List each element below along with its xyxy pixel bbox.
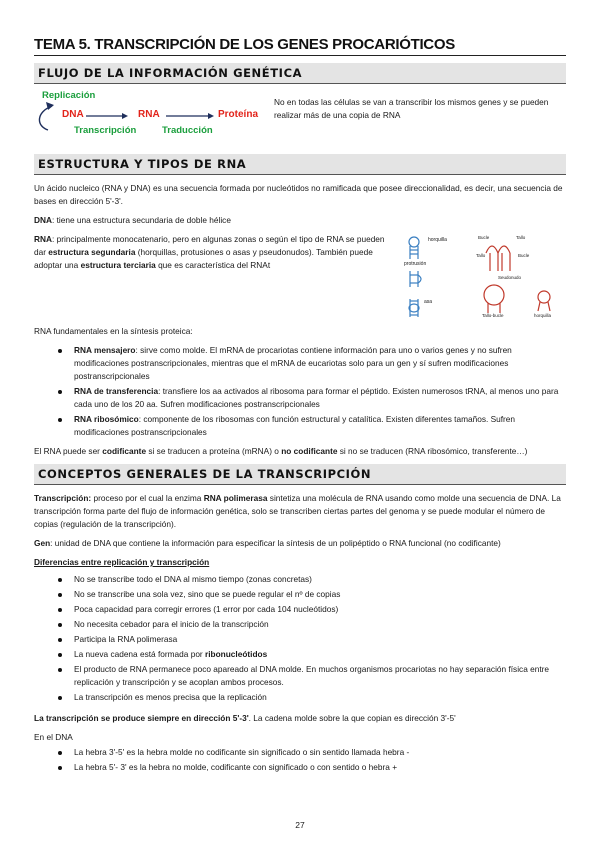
label-traduccion: Traducción [162,125,213,136]
dna-definition [34,214,566,227]
item-text: : sirve como molde. El mRNA de procariotas contiene información para uno o varios genes y no sufren modificaciones postranscripcionales, mientras que el mRNA de eucariotas solo para un gen y sí sufren modificaciones postranscripcionales [74,345,512,381]
page-number: 27 [295,820,305,830]
flow-text: No en todas las células se van a transcribir los mismos genes y se pueden realizar más de una copia de RNA [274,97,549,120]
label-replicacion: Replicación [42,90,96,101]
differences-list [34,573,566,704]
rna-definition [34,233,394,319]
item-text: : transfiere los aa activados al ribosoma para formar el péptido. Existen numerosos tRNA, al menos uno para cada uno de los 20 aa. Sufren modificaciones postranscripcionales [74,386,559,409]
list-item [74,344,566,383]
transcripcion-text-1: proceso por el cual la enzima [91,493,204,503]
list-item: No se transcribe una sola vez, sino que se puede regular el nº de copias [74,588,566,601]
fig-label-bucle-2: Bucle [518,253,530,258]
closing-text-1: El RNA puede ser [34,446,103,456]
rna-intro: Un ácido nucleico (RNA y DNA) es una secuencia formada por nucleótidos no ramificada que posee direccionalidad, es decir, una secuencia de bases en dirección 5'-3'. [34,183,563,206]
section-heading-flujo: FLUJO DE LA INFORMACIÓN GENÉTICA [34,63,566,84]
rna-bold-2: estructura terciaria [80,260,156,270]
fig-label-tallo-1: Tallo [516,235,526,240]
flow-section [34,90,566,148]
item-label: RNA de transferencia [74,386,159,396]
label-rna: RNA [138,109,160,120]
transcripcion-label: Transcripción: [34,493,92,503]
list-item: La hebra 5'- 3' es la hebra no molde, codificante con significado o con sentido o hebra + [74,761,566,774]
list-item: Participa la RNA polimerasa [74,633,566,646]
page [34,36,566,776]
rna-structures-figure [394,233,566,319]
fig-label-horquilla-2: horquilla [534,313,552,318]
fig-label-horquilla: horquilla [428,237,447,243]
fig-label-asa: asa [424,299,433,305]
rna-text-1: : principalmente monocatenario, pero en algunas zonas o según el tipo de RNA se pueden dar [34,234,385,257]
rna-types-list [34,344,566,439]
list-item: Poca capacidad para corregir errores (1 error por cada 104 nucleótidos) [74,603,566,616]
closing-text-3: si no se traducen (RNA ribosómico, transferente…) [337,446,528,456]
direction-text [34,712,566,725]
fig-label-pseudonudo: Seudonudo [498,275,522,280]
section-heading-conceptos: CONCEPTOS GENERALES DE LA TRANSCRIPCIÓN [34,464,566,485]
gen-text: : unidad de DNA que contiene la información para especificar la síntesis de un polipéptido o RNA funcional (no codificante) [50,538,501,548]
transcripcion-bold: RNA polimerasa [203,493,268,503]
differences-heading: Diferencias entre replicación y transcripción [34,557,210,567]
label-dna: DNA [62,109,84,120]
list-item: No necesita cebador para el inicio de la transcripción [74,618,566,631]
fig-label-tallo-bucle: Tallo-bucle [482,313,504,318]
genetic-flow-diagram [34,90,270,142]
list-item: La hebra 3'-5' es la hebra molde no codificante sin significado o sin sentido llamada hebra - [74,746,566,759]
gen-label: Gen [34,538,51,548]
closing-bold-1: codificante [102,446,147,456]
list-item: El producto de RNA permanece poco apareado al DNA molde. En muchos organismos procariotas no hay separación física entre replicación y transcripción y se acoplan ambos procesos. [74,663,566,689]
rna-text-3: que es característica del RNAt [155,260,271,270]
transcripcion-text-2: sintetiza una molécula de RNA usando como molde una secuencia de DNA. La transcripción forma parte del flujo de información genética, solo se transcriben ciertas partes del genoma y se puede modular el número de copias (regulación de la transcripción). [34,493,561,529]
item-bold: ribonucleótidos [205,649,268,659]
codificante-text [34,445,566,458]
closing-text-2: si se traducen a proteína (mRNA) o [146,446,282,456]
item-text: : componente de los ribosomas con función estructural y catalítica. Existen diferentes tamaños. Sufren modificaciones postranscripcionales [74,414,516,437]
item-label: RNA ribosómico [74,414,139,424]
list-item [74,648,566,661]
direction-rest: . La cadena molde sobre la que copian es dirección 3'-5' [248,713,456,723]
direction-bold: La transcripción se produce siempre en dirección 5'-3' [34,713,249,723]
rna-label: RNA [34,234,52,244]
en-dna-label: En el DNA [34,732,73,742]
list-item [74,413,566,439]
fig-label-protrusion: protrusión [404,261,427,267]
rna-bold-1: estructura segundaria [48,247,136,257]
closing-bold-2: no codificante [281,446,338,456]
fig-label-bucle-1: Bucle [478,235,490,240]
rna-block [34,233,566,319]
dna-text: : tiene una estructura secundaria de doble hélice [51,215,231,225]
dna-label: DNA [34,215,52,225]
list-item: No se transcribe todo el DNA al mismo tiempo (zonas concretas) [74,573,566,586]
label-transcripcion: Transcripción [74,125,137,136]
item-text: La nueva cadena está formada por [74,649,205,659]
fig-label-tallo-2: Tallo [476,253,486,258]
item-label: RNA mensajero [74,345,136,355]
gen-definition [34,537,566,550]
rna-text-2: (horquillas, protusiones o asas y pseudonudos). También puede adoptar una [34,247,373,270]
list-item [74,385,566,411]
list-item: La transcripción es menos precisa que la replicación [74,691,566,704]
rna-fundamentales: RNA fundamentales en la síntesis proteica: [34,326,193,336]
page-title: TEMA 5. TRANSCRIPCIÓN DE LOS GENES PROCARIÓTICOS [34,36,566,56]
rna-structures-drawing [394,233,566,319]
label-proteina: Proteína [218,109,259,120]
section-heading-estructura: ESTRUCTURA Y TIPOS DE RNA [34,154,566,175]
strands-list [34,746,566,774]
transcripcion-definition [34,492,566,531]
